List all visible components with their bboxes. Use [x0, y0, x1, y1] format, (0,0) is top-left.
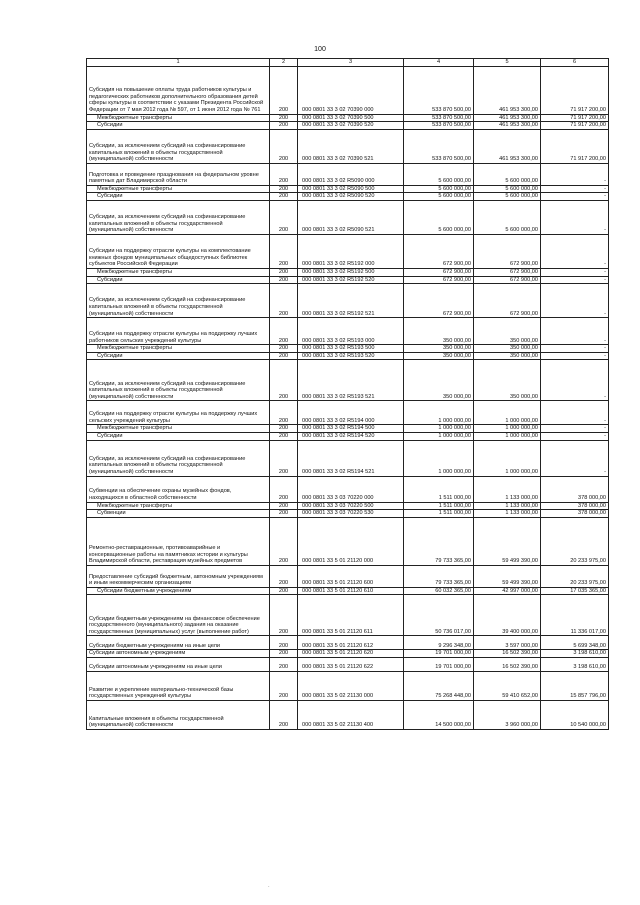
row-description: Субсидии автономным учреждениям: [87, 650, 270, 658]
row-description: Подготовка и проведение празднования на федеральном уровне памятных дат Владимирской области: [87, 163, 270, 185]
row-code: 200: [270, 114, 298, 122]
row-amount-col6: 378 000,00: [541, 502, 609, 510]
row-amount-col4: 533 870 500,00: [404, 114, 474, 122]
row-amount-col4: 5 600 000,00: [404, 185, 474, 193]
row-code: 200: [270, 200, 298, 234]
row-description: Субсидии, за исключением субсидий на софинансирование капитальных вложений в объекты государственной (муниципальной) собственности: [87, 440, 270, 476]
row-kbk: 000 0801 33 3 02 R5192 521: [298, 284, 404, 318]
table-row: [87, 163, 609, 185]
row-description: Субсидии бюджетным учреждениям: [87, 587, 270, 595]
page-number: 100: [314, 46, 326, 53]
row-amount-col5: 1 133 000,00: [474, 476, 541, 502]
table-row: [87, 587, 609, 595]
row-amount-col5: 42 997 000,00: [474, 587, 541, 595]
table-body: [87, 66, 609, 729]
header-col-6: 6: [541, 59, 609, 67]
row-amount-col4: 1 511 000,00: [404, 502, 474, 510]
header-col-5: 5: [474, 59, 541, 67]
row-amount-col6: 15 857 796,00: [541, 671, 609, 700]
row-amount-col4: 533 870 500,00: [404, 122, 474, 130]
row-code: 200: [270, 476, 298, 502]
row-amount-col5: 672 900,00: [474, 268, 541, 276]
row-code: 200: [270, 163, 298, 185]
row-kbk: 000 0801 33 3 02 R5192 000: [298, 234, 404, 268]
row-amount-col5: 461 953 300,00: [474, 114, 541, 122]
row-code: 200: [270, 432, 298, 440]
row-amount-col6: -: [541, 401, 609, 425]
table-row: [87, 476, 609, 502]
row-amount-col4: 1 000 000,00: [404, 425, 474, 433]
row-code: 200: [270, 650, 298, 658]
row-kbk: 000 0801 33 3 02 70390 500: [298, 114, 404, 122]
table-row: [87, 185, 609, 193]
row-code: 200: [270, 284, 298, 318]
row-amount-col6: 71 917 200,00: [541, 66, 609, 114]
row-amount-col5: 5 600 000,00: [474, 200, 541, 234]
row-amount-col6: 20 233 975,00: [541, 517, 609, 565]
row-amount-col5: 350 000,00: [474, 352, 541, 360]
row-amount-col4: 5 600 000,00: [404, 193, 474, 201]
table-row: [87, 276, 609, 284]
table-row: [87, 440, 609, 476]
row-amount-col4: 5 600 000,00: [404, 200, 474, 234]
row-amount-col5: 1 133 000,00: [474, 510, 541, 518]
row-amount-col5: 59 499 390,00: [474, 565, 541, 587]
table-row: [87, 345, 609, 353]
row-description: Субсидии, за исключением субсидий на софинансирование капитальных вложений в объекты государственной (муниципальной) собственности: [87, 129, 270, 163]
row-amount-col6: -: [541, 318, 609, 345]
table-row: [87, 284, 609, 318]
row-description: Субсидии, за исключением субсидий на софинансирование капитальных вложений в объекты государственной (муниципальной) собственности: [87, 360, 270, 401]
row-amount-col6: -: [541, 352, 609, 360]
table-row: [87, 565, 609, 587]
row-amount-col5: 350 000,00: [474, 360, 541, 401]
row-amount-col4: 350 000,00: [404, 318, 474, 345]
table-row: [87, 200, 609, 234]
row-amount-col4: 350 000,00: [404, 345, 474, 353]
table-row: [87, 510, 609, 518]
row-code: 200: [270, 671, 298, 700]
row-description: Субсидии, за исключением субсидий на софинансирование капитальных вложений в объекты государственной (муниципальной) собственности: [87, 284, 270, 318]
row-code: 200: [270, 352, 298, 360]
row-amount-col6: -: [541, 276, 609, 284]
row-description: Межбюджетные трансферты: [87, 268, 270, 276]
row-amount-col5: 672 900,00: [474, 276, 541, 284]
row-description: Субсидии: [87, 193, 270, 201]
row-amount-col6: -: [541, 360, 609, 401]
row-code: 200: [270, 700, 298, 729]
row-amount-col6: -: [541, 185, 609, 193]
row-amount-col5: 5 600 000,00: [474, 163, 541, 185]
row-description: Субсидии автономным учреждениям на иные цели: [87, 657, 270, 671]
row-amount-col6: -: [541, 234, 609, 268]
row-description: Субсидии: [87, 276, 270, 284]
row-amount-col5: 1 000 000,00: [474, 401, 541, 425]
row-amount-col5: 1 000 000,00: [474, 425, 541, 433]
row-code: 200: [270, 565, 298, 587]
row-amount-col4: 672 900,00: [404, 234, 474, 268]
table-row: [87, 401, 609, 425]
row-kbk: 000 0801 33 3 02 R5090 000: [298, 163, 404, 185]
row-amount-col5: 16 502 390,00: [474, 657, 541, 671]
row-amount-col5: 5 600 000,00: [474, 193, 541, 201]
row-amount-col6: 71 917 200,00: [541, 122, 609, 130]
row-code: 200: [270, 276, 298, 284]
table-row: [87, 318, 609, 345]
table-row: [87, 502, 609, 510]
row-kbk: 000 0801 33 5 01 21120 611: [298, 595, 404, 636]
row-amount-col4: 79 733 365,00: [404, 565, 474, 587]
table-row: [87, 129, 609, 163]
row-kbk: 000 0801 33 3 02 R5194 500: [298, 425, 404, 433]
row-kbk: 000 0801 33 5 01 21120 612: [298, 636, 404, 650]
row-kbk: 000 0801 33 3 03 70220 530: [298, 510, 404, 518]
row-description: Субсидия на повышение оплаты труда работников культуры и педагогических работников дополнительного образования детей сферы культуры в соответствии с указами Президента Российской Федерации от 7 мая 2012 года № 597, от 1 июня 2012 года № 761: [87, 66, 270, 114]
row-amount-col6: 17 035 365,00: [541, 587, 609, 595]
row-amount-col6: -: [541, 163, 609, 185]
row-kbk: 000 0801 33 5 02 21130 000: [298, 671, 404, 700]
row-description: Субсидии: [87, 352, 270, 360]
row-amount-col4: 672 900,00: [404, 276, 474, 284]
header-col-2: 2: [270, 59, 298, 67]
row-amount-col6: -: [541, 432, 609, 440]
row-amount-col4: 533 870 500,00: [404, 66, 474, 114]
row-description: Межбюджетные трансферты: [87, 114, 270, 122]
row-description: Субвенции: [87, 510, 270, 518]
budget-table: [86, 58, 609, 730]
row-amount-col6: 11 336 017,00: [541, 595, 609, 636]
row-amount-col6: 3 198 610,00: [541, 650, 609, 658]
row-code: 200: [270, 318, 298, 345]
row-description: Развитие и укрепление материально-технической базы государственных учреждений культуры: [87, 671, 270, 700]
row-description: Межбюджетные трансферты: [87, 502, 270, 510]
table-row: [87, 234, 609, 268]
row-kbk: 000 0801 33 3 02 70390 521: [298, 129, 404, 163]
row-amount-col4: 5 600 000,00: [404, 163, 474, 185]
table-row: [87, 671, 609, 700]
row-kbk: 000 0801 33 3 02 R5193 000: [298, 318, 404, 345]
row-kbk: 000 0801 33 3 02 70390 520: [298, 122, 404, 130]
row-code: 200: [270, 122, 298, 130]
table-row: [87, 352, 609, 360]
row-kbk: 000 0801 33 3 02 70390 000: [298, 66, 404, 114]
row-description: Межбюджетные трансферты: [87, 345, 270, 353]
row-amount-col6: 378 000,00: [541, 476, 609, 502]
row-amount-col6: 3 198 610,00: [541, 657, 609, 671]
row-description: Субвенции на обеспечение охраны музейных фондов, находящихся в областной собственности: [87, 476, 270, 502]
row-amount-col4: 350 000,00: [404, 352, 474, 360]
row-code: 200: [270, 502, 298, 510]
row-description: Субсидии на поддержку отрасли культуры на комплектование книжных фондов муниципальных общедоступных библиотек субъектов Российской Федерации: [87, 234, 270, 268]
row-code: 200: [270, 510, 298, 518]
row-kbk: 000 0801 33 5 01 21120 610: [298, 587, 404, 595]
row-amount-col5: 461 953 300,00: [474, 129, 541, 163]
row-amount-col5: 350 000,00: [474, 345, 541, 353]
row-code: 200: [270, 425, 298, 433]
row-amount-col5: 461 953 300,00: [474, 122, 541, 130]
row-amount-col6: 378 000,00: [541, 510, 609, 518]
row-kbk: 000 0801 33 3 02 R5193 500: [298, 345, 404, 353]
row-amount-col6: 71 917 200,00: [541, 114, 609, 122]
row-amount-col5: 672 900,00: [474, 234, 541, 268]
row-kbk: 000 0801 33 3 02 R5090 500: [298, 185, 404, 193]
row-amount-col6: -: [541, 440, 609, 476]
row-description: Субсидии: [87, 432, 270, 440]
row-amount-col6: 20 233 975,00: [541, 565, 609, 587]
row-code: 200: [270, 636, 298, 650]
row-code: 200: [270, 234, 298, 268]
row-amount-col5: 16 502 390,00: [474, 650, 541, 658]
row-code: 200: [270, 657, 298, 671]
table-row: [87, 360, 609, 401]
row-amount-col5: 59 499 390,00: [474, 517, 541, 565]
row-code: 200: [270, 193, 298, 201]
row-amount-col6: 71 917 200,00: [541, 129, 609, 163]
row-description: Межбюджетные трансферты: [87, 185, 270, 193]
row-amount-col4: 60 032 365,00: [404, 587, 474, 595]
table-row: [87, 517, 609, 565]
row-kbk: 000 0801 33 3 02 R5192 500: [298, 268, 404, 276]
row-kbk: 000 0801 33 3 03 70220 500: [298, 502, 404, 510]
row-amount-col4: 14 500 000,00: [404, 700, 474, 729]
table-row: [87, 193, 609, 201]
row-amount-col6: -: [541, 193, 609, 201]
row-description: Капитальные вложения в объекты государственной (муниципальной) собственности: [87, 700, 270, 729]
row-amount-col4: 1 000 000,00: [404, 401, 474, 425]
row-amount-col4: 1 511 000,00: [404, 476, 474, 502]
row-amount-col5: 1 000 000,00: [474, 432, 541, 440]
row-amount-col4: 50 736 017,00: [404, 595, 474, 636]
row-amount-col6: -: [541, 284, 609, 318]
row-amount-col4: 9 296 348,00: [404, 636, 474, 650]
row-description: Межбюджетные трансферты: [87, 425, 270, 433]
row-kbk: 000 0801 33 5 02 21130 400: [298, 700, 404, 729]
row-kbk: 000 0801 33 3 02 R5090 520: [298, 193, 404, 201]
row-description: Предоставление субсидий бюджетным, автономным учреждениям и иным некоммерческим организациям: [87, 565, 270, 587]
row-kbk: 000 0801 33 3 02 R5090 521: [298, 200, 404, 234]
row-amount-col5: 39 400 000,00: [474, 595, 541, 636]
row-amount-col5: 59 410 652,00: [474, 671, 541, 700]
table-row: [87, 66, 609, 114]
row-amount-col6: 5 699 348,00: [541, 636, 609, 650]
row-amount-col4: 350 000,00: [404, 360, 474, 401]
row-code: 200: [270, 587, 298, 595]
row-kbk: 000 0801 33 3 02 R5194 000: [298, 401, 404, 425]
row-amount-col4: 1 000 000,00: [404, 440, 474, 476]
row-amount-col5: 1 000 000,00: [474, 440, 541, 476]
row-amount-col4: 672 900,00: [404, 284, 474, 318]
row-code: 200: [270, 360, 298, 401]
row-kbk: 000 0801 33 3 03 70220 000: [298, 476, 404, 502]
row-amount-col6: -: [541, 425, 609, 433]
row-kbk: 000 0801 33 3 02 R5194 520: [298, 432, 404, 440]
table-row: [87, 657, 609, 671]
row-description: Субсидии на поддержку отрасли культуры на поддержку лучших сельских учреждений культуры: [87, 401, 270, 425]
row-description: Субсидии: [87, 122, 270, 130]
bottom-mark: ·: [268, 884, 270, 890]
row-amount-col5: 672 900,00: [474, 284, 541, 318]
row-amount-col5: 461 953 300,00: [474, 66, 541, 114]
row-kbk: 000 0801 33 5 01 21120 620: [298, 650, 404, 658]
row-description: Ремонтно-реставрационные, противоаварийные и консервационные работы на памятниках истории и культуры Владимирской области, реставрация музейных предметов: [87, 517, 270, 565]
row-amount-col5: 350 000,00: [474, 318, 541, 345]
row-code: 200: [270, 440, 298, 476]
table-row: [87, 122, 609, 130]
row-description: Субсидии бюджетным учреждениям на финансовое обеспечение государственного (муниципального) задания на оказание государственных (муниципальных) услуг (выполнение работ): [87, 595, 270, 636]
row-code: 200: [270, 185, 298, 193]
table-row: [87, 595, 609, 636]
row-amount-col4: 75 268 448,00: [404, 671, 474, 700]
row-description: Субсидии на поддержку отрасли культуры на поддержку лучших работников сельских учреждений культуры: [87, 318, 270, 345]
row-code: 200: [270, 517, 298, 565]
row-code: 200: [270, 268, 298, 276]
row-amount-col4: 19 701 000,00: [404, 650, 474, 658]
table-row: [87, 650, 609, 658]
row-amount-col4: 672 900,00: [404, 268, 474, 276]
row-code: 200: [270, 129, 298, 163]
row-amount-col5: 3 597 000,00: [474, 636, 541, 650]
row-amount-col5: 5 600 000,00: [474, 185, 541, 193]
table-row: [87, 114, 609, 122]
header-col-3: 3: [298, 59, 404, 67]
row-amount-col5: 3 960 000,00: [474, 700, 541, 729]
table-row: [87, 268, 609, 276]
row-code: 200: [270, 345, 298, 353]
row-amount-col4: 1 511 000,00: [404, 510, 474, 518]
table-row: [87, 700, 609, 729]
row-code: 200: [270, 66, 298, 114]
row-kbk: 000 0801 33 5 01 21120 000: [298, 517, 404, 565]
table-row: [87, 432, 609, 440]
table-row: [87, 425, 609, 433]
row-amount-col4: 19 701 000,00: [404, 657, 474, 671]
row-code: 200: [270, 401, 298, 425]
row-kbk: 000 0801 33 5 01 21120 622: [298, 657, 404, 671]
table-row: [87, 636, 609, 650]
row-kbk: 000 0801 33 3 02 R5194 521: [298, 440, 404, 476]
row-kbk: 000 0801 33 3 02 R5193 521: [298, 360, 404, 401]
row-amount-col4: 79 733 365,00: [404, 517, 474, 565]
row-amount-col6: -: [541, 345, 609, 353]
row-kbk: 000 0801 33 5 01 21120 600: [298, 565, 404, 587]
row-amount-col5: 1 133 000,00: [474, 502, 541, 510]
row-amount-col6: -: [541, 200, 609, 234]
row-amount-col6: -: [541, 268, 609, 276]
header-col-4: 4: [404, 59, 474, 67]
header-col-1: 1: [87, 59, 270, 67]
row-code: 200: [270, 595, 298, 636]
row-description: Субсидии, за исключением субсидий на софинансирование капитальных вложений в объекты государственной (муниципальной) собственности: [87, 200, 270, 234]
header-row: [87, 59, 609, 67]
row-description: Субсидии бюджетным учреждениям на иные цели: [87, 636, 270, 650]
row-amount-col4: 1 000 000,00: [404, 432, 474, 440]
row-amount-col6: 10 540 000,00: [541, 700, 609, 729]
row-amount-col4: 533 870 500,00: [404, 129, 474, 163]
row-kbk: 000 0801 33 3 02 R5193 520: [298, 352, 404, 360]
row-kbk: 000 0801 33 3 02 R5192 520: [298, 276, 404, 284]
